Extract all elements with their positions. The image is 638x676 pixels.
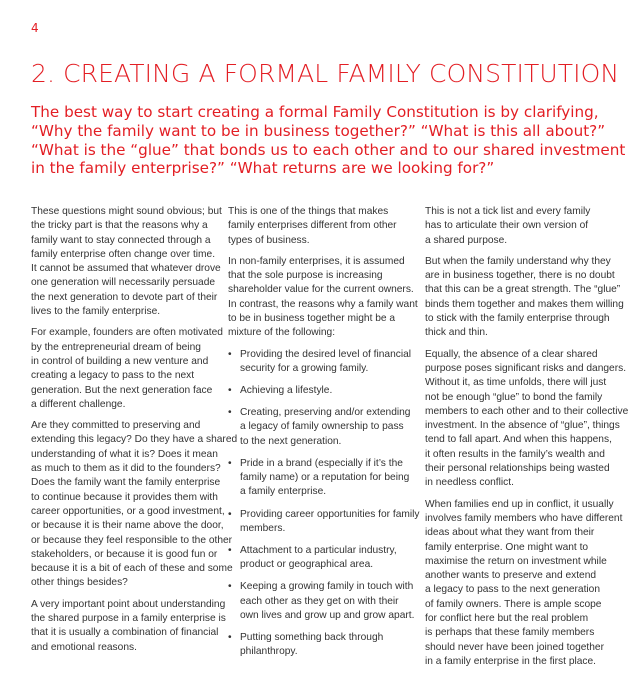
text-line: It cannot be assumed that whatever drove: [31, 263, 221, 275]
text-line: In non-family enterprises, it is assumed: [228, 255, 405, 267]
bullet-text-line: Putting something back through: [240, 632, 384, 643]
body-paragraph: [228, 255, 418, 341]
bullet-item: [228, 631, 414, 660]
bullet-dot-icon: •: [228, 508, 232, 520]
text-line: Without it, as time unfolds, there will just: [425, 377, 607, 389]
bullet-dot-icon: •: [228, 348, 232, 360]
text-line: understanding of what it is? Does it mean: [31, 448, 218, 460]
bullet-item: [228, 406, 414, 449]
text-line: it often results in the family’s wealth and: [425, 448, 605, 460]
bullet-text-line: Achieving a lifestyle.: [240, 385, 333, 397]
intro-line: The best way to start creating a formal Family Constitution is by clarifying,: [31, 103, 599, 121]
text-line: not be enough “glue” to bond the family: [425, 391, 603, 403]
bullet-item: [228, 508, 420, 537]
bullet-text-line: Providing the desired level of financial: [240, 348, 412, 360]
text-line: binds them together and makes them willing: [425, 298, 624, 310]
body-paragraph: [31, 598, 226, 655]
bullet-text-line: Attachment to a particular industry,: [240, 544, 397, 556]
bullet-dot-icon: •: [228, 385, 232, 397]
text-line: in needless conflict.: [425, 477, 514, 489]
text-line: family want to stay connected through a: [31, 234, 211, 246]
purpose-bullet-list: [228, 348, 420, 660]
text-line: a shared purpose.: [425, 234, 508, 246]
text-line: that the sole purpose is increasing: [228, 270, 383, 282]
text-line: family enterprise. One might want to: [425, 541, 589, 553]
text-line: a legacy to pass to the next generation: [425, 584, 601, 596]
body-paragraph: [425, 255, 624, 341]
bullet-text-line: Pride in a brand (especially if it’s the: [240, 457, 403, 469]
text-line: are in business together, there is no doubt: [425, 270, 615, 282]
text-line: that it is usually a combination of financial: [31, 627, 219, 639]
page-number: 4: [31, 21, 39, 35]
bullet-item: [228, 580, 414, 623]
bullet-dot-icon: •: [228, 407, 232, 419]
text-line: tend to fall apart. And when this happens,: [425, 434, 612, 446]
text-line: to stick with the family enterprise through: [425, 313, 610, 325]
text-line: Equally, the absence of a clear shared: [425, 348, 598, 360]
text-line: purpose poses significant risks and dangers.: [425, 362, 627, 374]
text-line: This is one of the things that makes: [228, 206, 389, 217]
text-line: a different challenge.: [31, 398, 126, 410]
column-left: [31, 205, 238, 662]
bullet-item: [228, 384, 414, 398]
text-line: another wants to preserve and extend: [425, 570, 597, 582]
intro-line: in the family enterprise?” “What returns are we looking for?”: [31, 159, 495, 178]
body-paragraph: [31, 205, 222, 319]
text-line: thick and thin.: [425, 327, 488, 339]
text-line: to be in business together might be a: [228, 313, 396, 325]
text-line: In contrast, the reasons why a family want: [228, 298, 418, 310]
text-line: When families end up in conflict, it usually: [425, 498, 614, 510]
body-paragraph: [31, 419, 238, 591]
text-line: should never have been joined together: [425, 641, 604, 653]
text-line: mixture of the following:: [228, 327, 336, 339]
text-line: and emotional reasons.: [31, 641, 137, 653]
text-line: career opportunities, or a good investment,: [31, 505, 225, 517]
text-line: family enterprises different from other: [228, 220, 397, 232]
bullet-text-line: a legacy of family ownership to pass: [240, 421, 404, 433]
bullet-item: [228, 348, 414, 377]
text-line: A very important point about understanding: [31, 598, 226, 610]
bullet-text-line: family name) or a reputation for being: [240, 472, 410, 484]
text-line: types of business.: [228, 234, 310, 246]
text-line: for conflict here but the real problem: [425, 613, 589, 625]
text-line: as much to them as it did to the founders?: [31, 463, 221, 475]
text-line: investment. In the absence of “glue”, things: [425, 420, 620, 432]
text-line: ideas about what they want from their: [425, 527, 595, 539]
text-line: This is not a tick list and every family: [425, 206, 591, 217]
body-paragraph: [425, 205, 611, 248]
text-line: has to articulate their own version of: [425, 220, 589, 232]
text-line: stakeholders, or because it is good fun or: [31, 548, 218, 560]
text-line: members to each other and to their collective: [425, 405, 629, 417]
bullet-text-line: each other as they get on with their: [240, 595, 399, 607]
text-line: their personal relationships being wasted: [425, 463, 610, 475]
text-line: one generation will necessarily persuade: [31, 277, 216, 289]
text-line: lives to the family enterprise.: [31, 306, 161, 318]
text-line: the tricky part is that the reasons why a: [31, 220, 208, 232]
text-line: But when the family understand why they: [425, 255, 611, 267]
body-paragraph: [425, 498, 623, 670]
text-line: generation. But the next generation face: [31, 384, 213, 396]
bullet-text-line: Creating, preserving and/or extending: [240, 407, 411, 419]
bullet-text-line: to the next generation.: [240, 435, 342, 447]
text-line: These questions might sound obvious; but: [31, 206, 222, 217]
text-line: that this can be a great strength. The “glue”: [425, 284, 621, 296]
text-line: is perhaps that these family members: [425, 627, 595, 639]
intro-line: “What is the “glue” that bonds us to each other and to our shared investment: [31, 140, 626, 159]
bullet-dot-icon: •: [228, 632, 232, 643]
bullet-text-line: own lives and grow up and grow apart.: [240, 609, 415, 621]
text-line: For example, founders are often motivated: [31, 327, 223, 339]
text-line: of family owners. There is ample scope: [425, 598, 602, 610]
text-line: the shared purpose in a family enterprise is: [31, 613, 226, 625]
column-right: [425, 205, 629, 676]
text-line: or because it is their name above the door,: [31, 520, 224, 532]
intro-quote: [31, 103, 626, 178]
bullet-dot-icon: •: [228, 457, 232, 469]
body-paragraph: [228, 205, 414, 248]
text-line: in a family enterprise in the first place.: [425, 655, 596, 667]
column-middle: [228, 205, 420, 667]
text-line: to continue because it provides them with: [31, 491, 218, 503]
bullet-item: [228, 544, 414, 573]
text-line: other things besides?: [31, 577, 128, 589]
text-line: creating a legacy to pass to the next: [31, 370, 195, 382]
bullet-text-line: members.: [240, 522, 286, 534]
bullet-item: [228, 457, 414, 500]
text-line: the next generation to devote part of their: [31, 291, 218, 303]
chapter-title: 2. CREATING A FORMAL FAMILY CONSTITUTION: [31, 59, 620, 88]
bullet-text-line: Providing career opportunities for family: [240, 508, 420, 520]
bullet-dot-icon: •: [228, 544, 232, 556]
bullet-text-line: a family enterprise.: [240, 486, 327, 498]
text-line: Does the family want the family enterprise: [31, 477, 221, 489]
text-line: Are they committed to preserving and: [31, 420, 201, 432]
body-paragraph: [425, 348, 629, 491]
text-line: in control of building a new venture and: [31, 355, 209, 367]
text-line: shareholder value for the current owners.: [228, 284, 414, 296]
text-line: by the entrepreneurial dream of being: [31, 341, 201, 353]
text-line: or because they feel responsible to the other: [31, 534, 233, 546]
bullet-text-line: Keeping a growing family in touch with: [240, 581, 414, 593]
text-line: involves family members who have different: [425, 512, 623, 524]
text-line: because it is a bit of each of these and some: [31, 563, 233, 575]
bullet-text-line: philanthropy.: [240, 646, 298, 658]
text-line: extending this legacy? Do they have a shared: [31, 434, 238, 446]
body-paragraph: [31, 326, 223, 412]
bullet-dot-icon: •: [228, 581, 232, 593]
intro-line: “Why the family want to be in business together?” “What is this all about?”: [31, 121, 606, 140]
text-line: family enterprise often change over time.: [31, 248, 216, 260]
bullet-text-line: product or geographical area.: [240, 559, 374, 571]
text-line: maximise the return on investment while: [425, 555, 607, 567]
bullet-text-line: security for a growing family.: [240, 362, 369, 374]
